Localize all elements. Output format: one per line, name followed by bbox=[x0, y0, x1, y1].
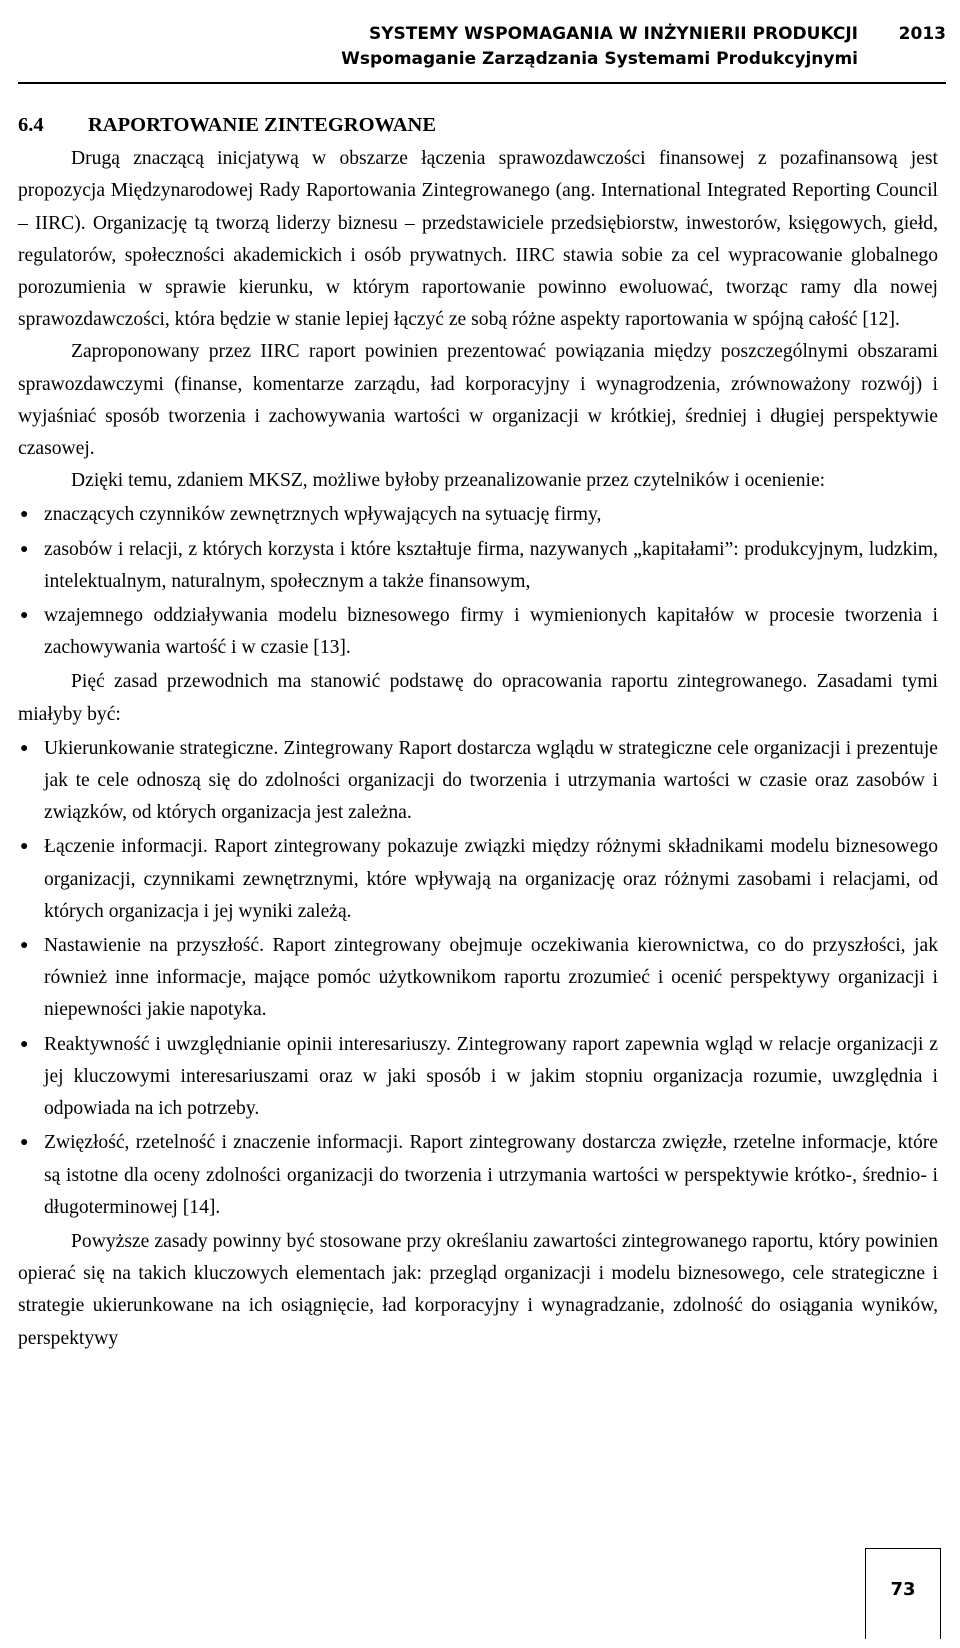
page-number-box bbox=[865, 1548, 941, 1639]
list-item bbox=[18, 534, 938, 598]
section-heading bbox=[18, 109, 938, 141]
paragraph-iirc-intro: Drugą znaczącą inicjatywą w obszarze łączenia sprawozdawczości finansowej z pozafinansową jest propozycja Międzynarodowej Rady Raportowania Zintegrowanego (ang. International Integrated Reporting Council – IIRC). Organizację tą tworzą liderzy biznesu – przedstawiciele przedsiębiorstw, inwestorów, księgowych, giełd, regulatorów, społeczności akademickich i osób prywatnych. IIRC stawia sobie za cel wypracowanie globalnego porozumienia w sprawie kierunku, w którym raportowanie powinno ewoluować, tworząc ramy dla nowej sprawozdawczości, która będzie w stanie lepiej łączyć ze sobą różne aspekty raportowania w spójną całość [12]. bbox=[18, 148, 938, 331]
header-title-line1: SYSTEMY WSPOMAGANIA W INŻYNIERII PRODUKCJI bbox=[368, 24, 858, 44]
bullet-icon: ● bbox=[20, 541, 29, 557]
paragraph-principles: Pięć zasad przewodnich ma stanowić podstawę do opracowania raportu zintegrowanego. Zasadami tymi miałyby być: bbox=[18, 671, 938, 725]
list-item-text: Nastawienie na przyszłość. Raport zintegrowany obejmuje oczekiwania kierownictwa, co do przyszłości, jak również inne informacje, mające pomóc użytkownikom raportu zrozumieć i ocenić perspektywy organizacji i niepewności jakie napotyka. bbox=[44, 935, 938, 1021]
paragraph-report-elements: Powyższe zasady powinny być stosowane przy określaniu zawartości zintegrowanego raportu, który powinien opierać się na takich kluczowych elementach jak: przegląd organizacji i modelu biznesowego, cele strategiczne i strategie ukierunkowane na ich osiągnięcie, ład korporacyjny i wynagradzanie, zdolność do osiągania wyników, perspektywy bbox=[18, 1230, 938, 1349]
list-item-text: Reaktywność i uwzględnianie opinii interesariuszy. Zintegrowany raport zapewnia wgląd w relacje organizacji z jej kluczowymi interesariuszami oraz w jaki sposób i w jakim stopniu organizacja rozumie, uwzględnia i odpowiada na ich potrzeby. bbox=[44, 1033, 938, 1120]
bullet-icon: ● bbox=[20, 507, 29, 523]
bullet-icon: ● bbox=[20, 1135, 29, 1151]
list-item bbox=[18, 831, 938, 928]
assessment-list bbox=[18, 499, 938, 664]
list-item-text: wzajemnego oddziaływania modelu biznesowego firmy i wymienionych kapitałów w procesie tworzenia i zachowywania wartość i w czasie [13]. bbox=[44, 605, 938, 659]
principles-list bbox=[18, 733, 938, 1224]
header-divider bbox=[18, 82, 946, 84]
bullet-icon: ● bbox=[20, 740, 29, 756]
list-item bbox=[18, 499, 938, 531]
list-item bbox=[18, 930, 938, 1027]
list-item bbox=[18, 733, 938, 830]
page-number: 73 bbox=[890, 1579, 916, 1600]
list-item-text: Ukierunkowanie strategiczne. Zintegrowany Raport dostarcza wglądu w strategiczne cele organizacji i prezentuje jak te cele odnoszą się do zdolności organizacji do tworzenia i utrzymania wartości w czasie oraz zasobów i związków, od których organizacja jest zależna. bbox=[44, 737, 938, 824]
bullet-icon: ● bbox=[20, 839, 29, 855]
paragraph-iirc-report: Zaproponowany przez IIRC raport powinien prezentować powiązania między poszczególnymi obszarami sprawozdawczymi (finanse, komentarze zarządu, ład korporacyjny i wynagrodzenia, zrównoważony rozwój) i wyjaśniać sposób tworzenia i zachowywania wartości w organizacji w krótkiej, średniej i długiej perspektywie czasowej. bbox=[18, 341, 938, 460]
list-item-text: Łączenie informacji. Raport zintegrowany pokazuje związki między różnymi składnikami modelu biznesowego organizacji, czynnikami zewnętrznymi, które wpływają na organizację oraz różnymi zasobami i relacjami, od których organizacja i jej wyniki zależą. bbox=[44, 836, 938, 922]
section-number: 6.4 bbox=[18, 114, 44, 136]
header-titles bbox=[341, 22, 858, 72]
bullet-icon: ● bbox=[20, 1036, 29, 1052]
list-item bbox=[18, 600, 938, 664]
list-item bbox=[18, 1127, 938, 1224]
header-year: 2013 bbox=[898, 24, 946, 44]
bullet-icon: ● bbox=[20, 608, 29, 624]
running-header bbox=[18, 14, 946, 82]
list-item-text: znaczących czynników zewnętrznych wpływających na sytuację firmy, bbox=[44, 504, 602, 526]
list-item-text: Zwięzłość, rzetelność i znaczenie informacji. Raport zintegrowany dostarcza zwięzłe, rzetelne informacje, które są istotne dla oceny zdolności organizacji do tworzenia i utrzymania wartości w perspektywie krótko-, średnio- i długoterminowej [14]. bbox=[44, 1132, 938, 1218]
section-title: RAPORTOWANIE ZINTEGROWANE bbox=[88, 114, 437, 136]
list-item-text: zasobów i relacji, z których korzysta i które kształtuje firma, nazywanych „kapitałami”: produkcyjnym, ludzkim, intelektualnym, naturalnym, społecznym a także finansowym, bbox=[44, 538, 938, 592]
bullet-icon: ● bbox=[20, 938, 29, 954]
list-item bbox=[18, 1029, 938, 1126]
paragraph-mksz: Dzięki temu, zdaniem MKSZ, możliwe byłoby przeanalizowanie przez czytelników i ocenienie: bbox=[71, 470, 826, 492]
header-title-line2: Wspomaganie Zarządzania Systemami Produkcyjnymi bbox=[341, 49, 858, 69]
page-body bbox=[18, 109, 938, 1355]
